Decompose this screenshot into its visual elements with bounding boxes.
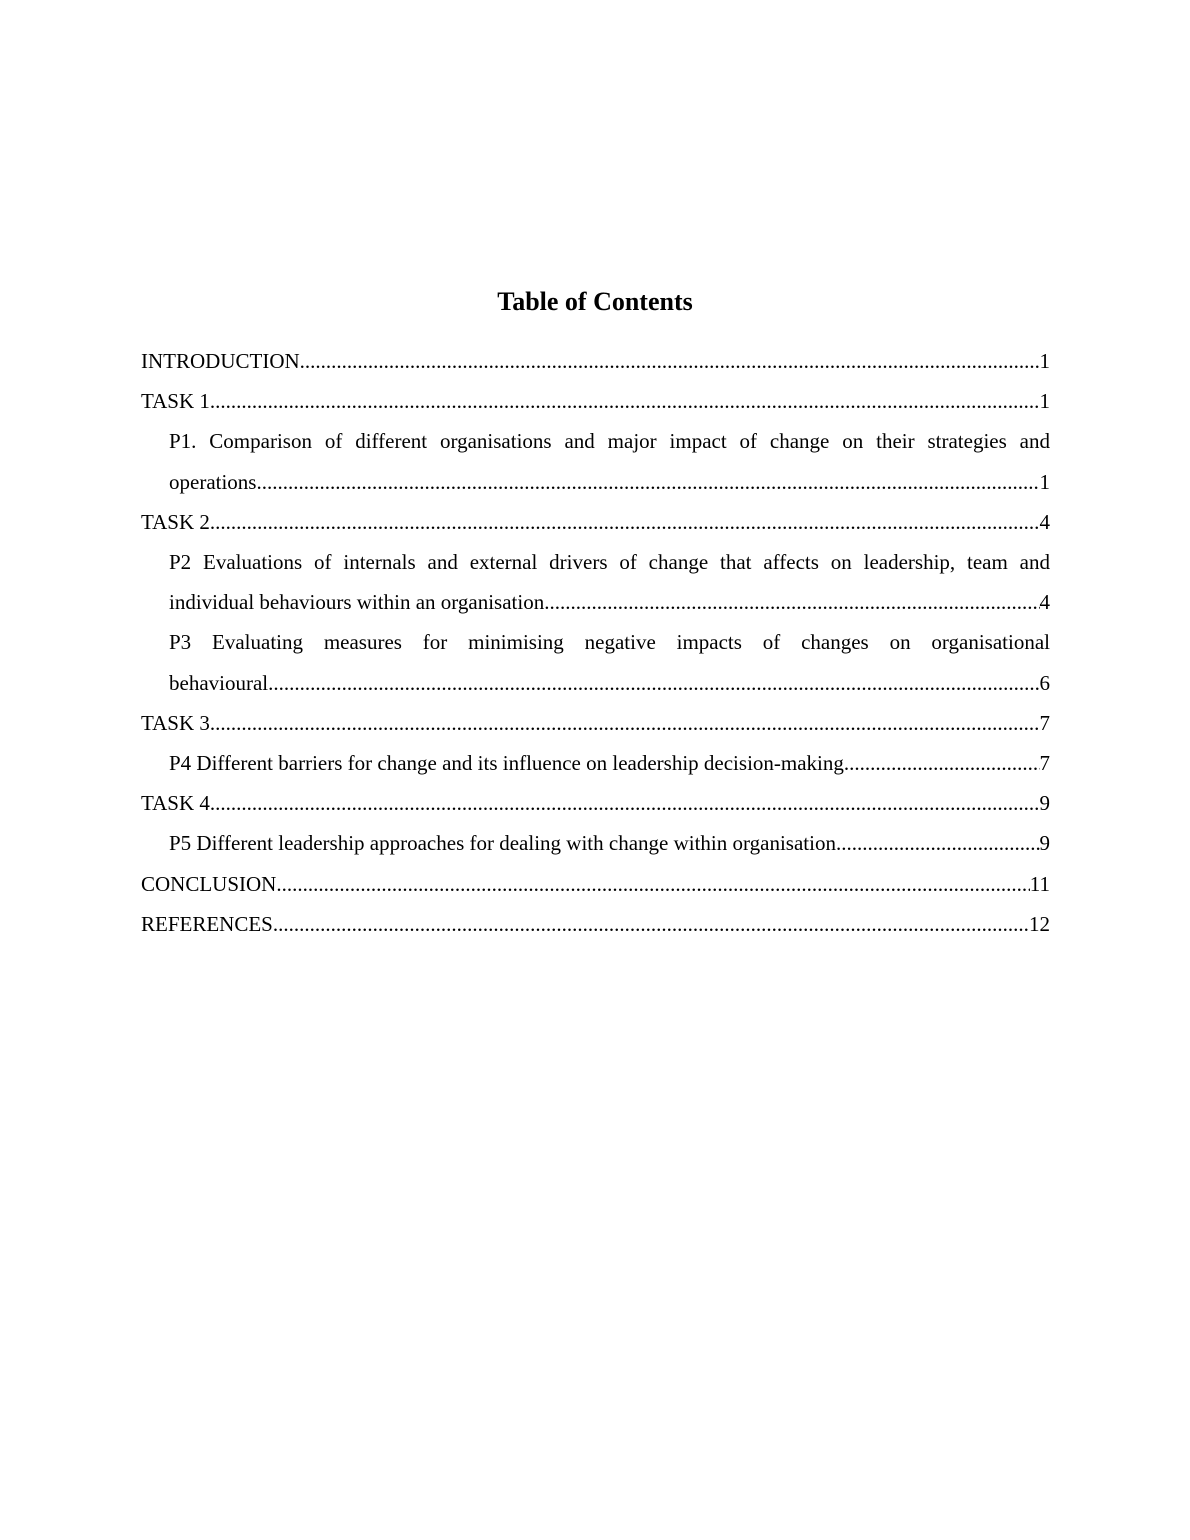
toc-entry-label: P4 Different barriers for change and its influence on leadership decision-making [169,751,844,776]
toc-page-number: 12 [1029,911,1050,936]
toc-entry-task-2[interactable] [141,502,1050,542]
toc-entry-label: TASK 2 [141,509,210,534]
toc-page-number: 6 [1039,670,1050,695]
toc-entry-label: REFERENCES [141,911,273,936]
toc-page-number: 9 [1039,831,1050,856]
dot-leader [210,783,1040,823]
toc-entry-label: TASK 1 [141,389,210,414]
toc-title: Table of Contents [497,287,693,316]
dot-leader [836,823,1040,863]
toc-entry-references[interactable] [141,904,1050,944]
toc-entry-p2[interactable] [169,542,1050,622]
toc-page-number: 7 [1039,710,1050,735]
toc-entry-label: INTRODUCTION [141,349,300,373]
toc-page-number: 1 [1039,349,1050,373]
dot-leader [210,381,1040,421]
toc-entry-label-line2: individual behaviours within an organisation [169,590,545,615]
toc-page-number: 11 [1029,871,1050,896]
toc-entry-label: TASK 4 [141,791,210,816]
toc-page-number: 7 [1039,751,1050,776]
dot-leader [256,462,1039,502]
dot-leader [300,341,1040,381]
toc-entry-p3[interactable] [169,622,1050,702]
toc-page-number: 4 [1039,590,1050,615]
toc-entry-p4[interactable] [169,743,1050,783]
dot-leader [276,864,1029,904]
toc-entry-label-line2: operations [169,469,257,494]
toc-entry-task-3[interactable] [141,703,1050,743]
toc-entry-label: CONCLUSION [141,871,277,896]
toc-page-number: 9 [1039,791,1050,816]
toc-entry-label-line2: behavioural [169,670,269,695]
toc-entry-task-4[interactable] [141,783,1050,823]
toc-entry-label-line1: P1. Comparison of different organisations and major impact of change on their strategies and [169,429,1050,454]
toc-entry-label-line1: P2 Evaluations of internals and external drivers of change that affects on leadership, team and [169,550,1050,575]
toc-entry-label: P5 Different leadership approaches for dealing with change within organisation [169,831,836,856]
dot-leader [544,582,1039,622]
dot-leader [273,904,1029,944]
dot-leader [268,663,1039,703]
toc-page-number: 1 [1039,389,1050,414]
toc-entry-label-line1: P3 Evaluating measures for minimising negative impacts of changes on organisational [169,630,1050,655]
toc-entry-label: TASK 3 [141,710,210,735]
toc-page-number: 1 [1039,469,1050,494]
dot-leader [210,703,1040,743]
toc-entry-task-1[interactable] [141,381,1050,421]
toc-entry-p1[interactable] [169,421,1050,501]
dot-leader [210,502,1040,542]
dot-leader [844,743,1040,783]
table-of-contents [141,341,1050,944]
toc-entry-p5[interactable] [169,823,1050,863]
toc-entry-conclusion[interactable] [141,864,1050,904]
toc-entry-introduction[interactable] [141,341,1050,381]
toc-page-number: 4 [1039,509,1050,534]
